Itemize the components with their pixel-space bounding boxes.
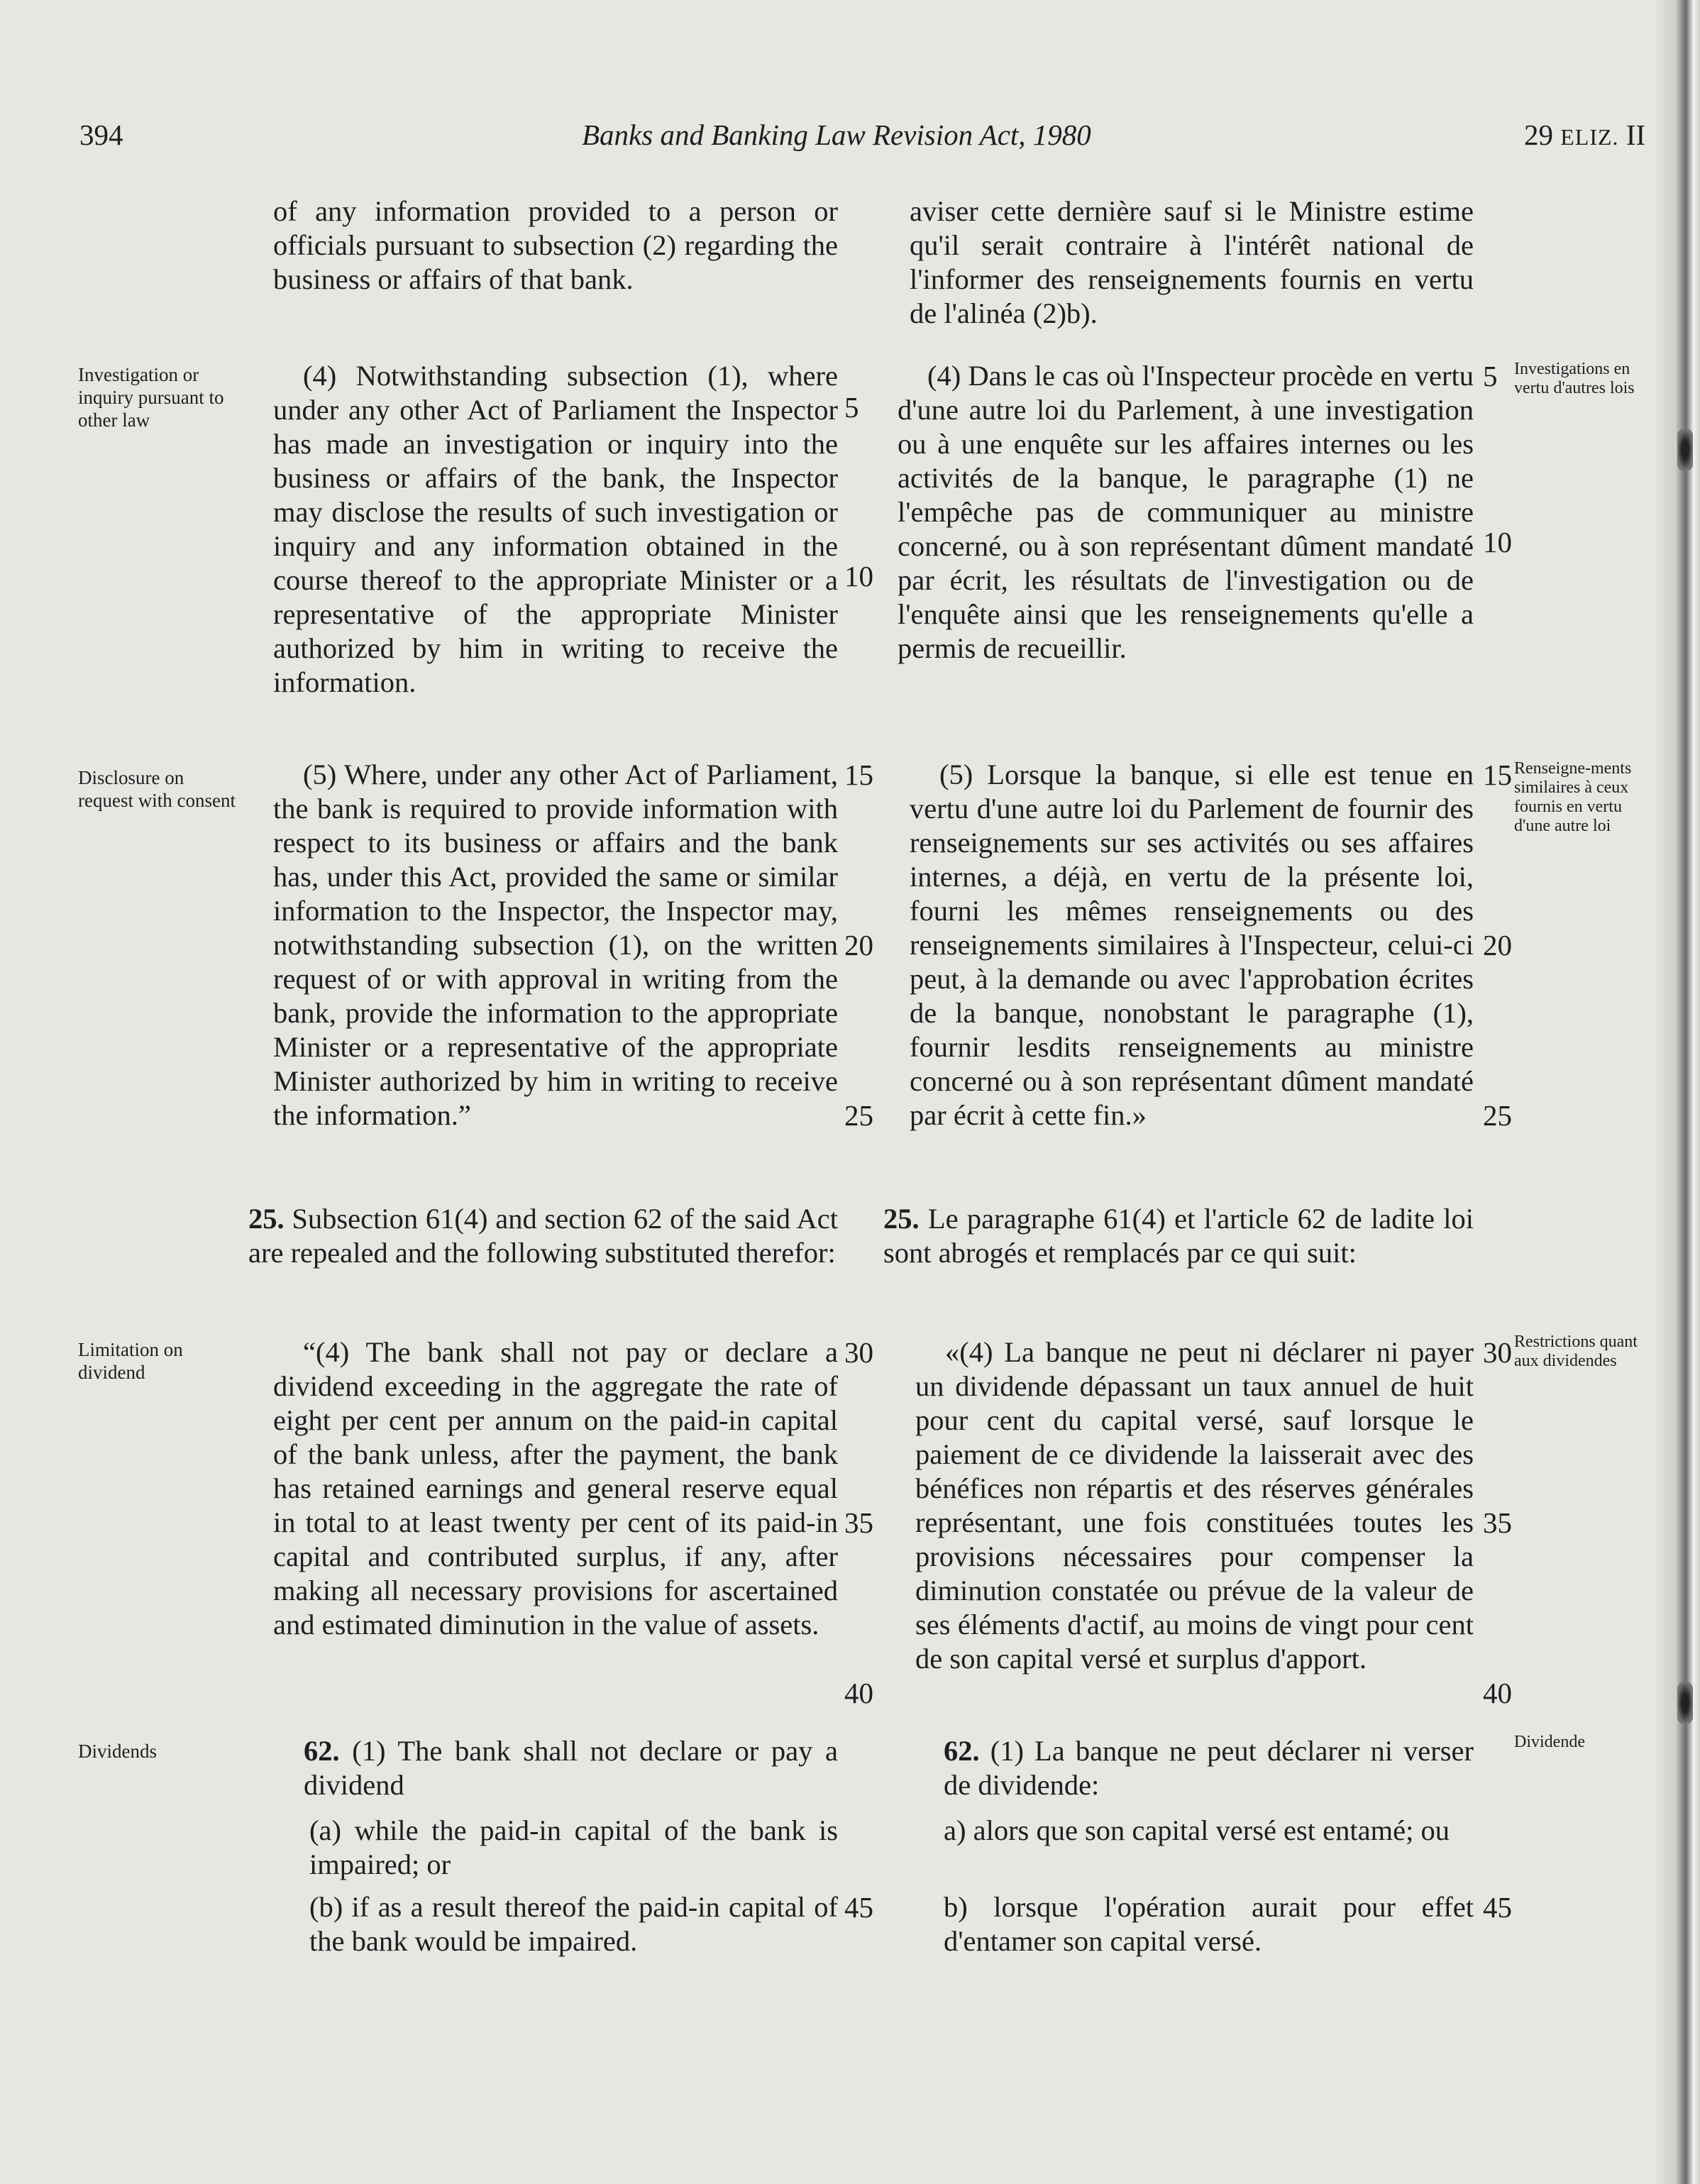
book-spine-edge [1674, 0, 1700, 2184]
fr-section-62-b: b) lorsque l'opération aurait pour effet d'entamer son capital versé. [944, 1891, 1474, 1957]
en-subsection-5: (5) Where, under any other Act of Parliament, the bank is required to provide information with respect to its business or affairs and the bank has, under this Act, provided the same or similar information to the Inspector, the Inspector may, notwithstanding subsection (1), on the written request of or with approval in writing from the bank, provide the information to the appropriate Minister or a representative of the appropriate Minister authorized by him in writing to receive the information.” [273, 759, 838, 1131]
running-title: Banks and Banking Law Revision Act, 1980 [582, 118, 1091, 151]
en-line-number-15: 15 [844, 759, 873, 791]
margin-note-renseignements-fr: Renseigne-ments similaires à ceux fournis en vertu d'une autre loi [1514, 759, 1632, 835]
en-line-number-20: 20 [844, 929, 873, 961]
margin-note-investigations-fr: Investigations en vertu d'autres lois [1514, 360, 1635, 397]
en-line-number-35: 35 [844, 1506, 873, 1539]
en-line-number-10: 10 [844, 560, 873, 592]
fr-line-number-45: 45 [1483, 1891, 1512, 1924]
regnal-year [1524, 118, 1645, 152]
binding-staple-top [1677, 429, 1693, 471]
en-line-number-5: 5 [844, 391, 859, 424]
en-line-number-45: 45 [844, 1891, 873, 1924]
fr-subsection-61-4: «(4) La banque ne peut ni déclarer ni payer un dividende dépassant un taux annuel de huit pour cent du capital versé, sauf lorsque le paiement de ce dividende la laisserait avec des bénéfices non répartis et des réserves générales représentant, une fois constituées toutes les provisions nécessaires pour compenser la diminution constatée ou prévue de la valeur de ses éléments d'actif, au moins de vingt pour cent de son capital versé et surplus d'apport. [915, 1336, 1474, 1675]
fr-line-number-40: 40 [1483, 1677, 1512, 1709]
fr-section-62-number: 62. [944, 1735, 980, 1767]
fr-line-number-30: 30 [1483, 1336, 1512, 1369]
binding-staple-bottom [1677, 1682, 1693, 1724]
fr-paragraph-continuation: aviser cette dernière sauf si le Ministre estime qu'il serait contraire à l'intérêt national de l'informer des renseignements fournis en vertu de l'alinéa (2)b). [910, 195, 1474, 329]
en-section-62-text: (1) The bank shall not declare or pay a dividend [304, 1735, 838, 1801]
en-section-25-number: 25. [248, 1203, 285, 1235]
en-subsection-61-4: “(4) The bank shall not pay or declare a dividend exceeding in the aggregate the rate of eight per cent per annum on the paid-in capital of the bank unless, after the payment, the bank has retained earnings and general reserve equal in total to at least twenty per cent of its paid-in capital and contributed surplus, if any, after making all necessary provisions for ascertained and estimated diminution in the value of assets. [273, 1336, 838, 1640]
en-line-number-40: 40 [844, 1677, 873, 1709]
margin-note-limitation: Limitation on dividend [78, 1339, 183, 1383]
fr-line-number-20: 20 [1483, 929, 1512, 961]
regnal-smallcaps: ELIZ. [1560, 124, 1619, 150]
regnal-prefix: 29 [1524, 118, 1561, 151]
en-line-number-25: 25 [844, 1099, 873, 1132]
margin-note-investigation: Investigation or inquiry pursuant to other law [78, 364, 224, 431]
fr-line-number-25: 25 [1483, 1099, 1512, 1132]
en-section-62-a: (a) while the paid-in capital of the bank is impaired; or [309, 1814, 838, 1880]
fr-section-25-number: 25. [883, 1203, 920, 1235]
en-section-25 [248, 1202, 838, 1270]
en-section-62-number: 62. [304, 1735, 340, 1767]
margin-note-disclosure: Disclosure on request with consent [78, 767, 236, 811]
en-section-62-b: (b) if as a result thereof the paid-in capital of the bank would be impaired. [309, 1891, 838, 1957]
fr-line-number-5: 5 [1483, 360, 1498, 392]
en-section-25-text: Subsection 61(4) and section 62 of the said Act are repealed and the following substituted therefor: [248, 1203, 838, 1269]
fr-section-62-a: a) alors que son capital versé est entamé; ou [944, 1814, 1450, 1846]
regnal-suffix: II [1618, 118, 1646, 151]
en-line-number-30: 30 [844, 1336, 873, 1369]
margin-note-dividends: Dividends [78, 1741, 157, 1762]
en-section-62 [304, 1734, 838, 1802]
fr-section-25-text: Le paragraphe 61(4) et l'article 62 de ladite loi sont abrogés et remplacés par ce qui suit: [883, 1203, 1474, 1269]
en-paragraph-continuation: of any information provided to a person or officials pursuant to subsection (2) regarding the business or affairs of that bank. [273, 195, 838, 295]
page-number: 394 [79, 118, 123, 151]
fr-section-62 [944, 1734, 1474, 1802]
margin-note-restrictions-fr: Restrictions quant aux dividendes [1514, 1333, 1638, 1370]
fr-line-number-10: 10 [1483, 526, 1512, 558]
fr-line-number-15: 15 [1483, 759, 1512, 791]
fr-subsection-5: (5) Lorsque la banque, si elle est tenue en vertu d'une autre loi du Parlement de fournir des renseignements sur ses activités ou ses affaires internes, a déjà, en vertu de la présente loi, fourni les mêmes renseignements ou des renseignements similaires à l'Inspecteur, celui-ci peut, à la demande ou avec l'approbation écrites de la banque, nonobstant le paragraphe (1), fournir lesdits renseignements au ministre concerné ou à son représentant dûment mandaté par écrit à cette fin.» [910, 759, 1474, 1131]
fr-line-number-35: 35 [1483, 1506, 1512, 1539]
fr-subsection-4: (4) Dans le cas où l'Inspecteur procède en vertu d'une autre loi du Parlement, à une investigation ou à une enquête sur les affaires internes ou les activités de la banque, le paragraphe (1) ne l'empêche pas de communiquer au ministre concerné, ou à son représentant dûment mandaté par écrit, les résultats de l'investigation ou de l'enquête ainsi que les renseignements qu'elle a permis de recueillir. [898, 360, 1474, 664]
fr-section-62-text: (1) La banque ne peut déclarer ni verser de dividende: [944, 1735, 1474, 1801]
binding-shadow [1653, 0, 1674, 2184]
en-subsection-4: (4) Notwithstanding subsection (1), where under any other Act of Parliament the Inspector has made an investigation or inquiry into the business or affairs of the bank, the Inspector may disclose the results of such investigation or inquiry and any information obtained in the course thereof to the appropriate Minister or a representative of the appropriate Minister authorized by him in writing to receive the information. [273, 360, 838, 698]
margin-note-dividende-fr: Dividende [1514, 1733, 1585, 1751]
fr-section-25 [883, 1202, 1474, 1270]
